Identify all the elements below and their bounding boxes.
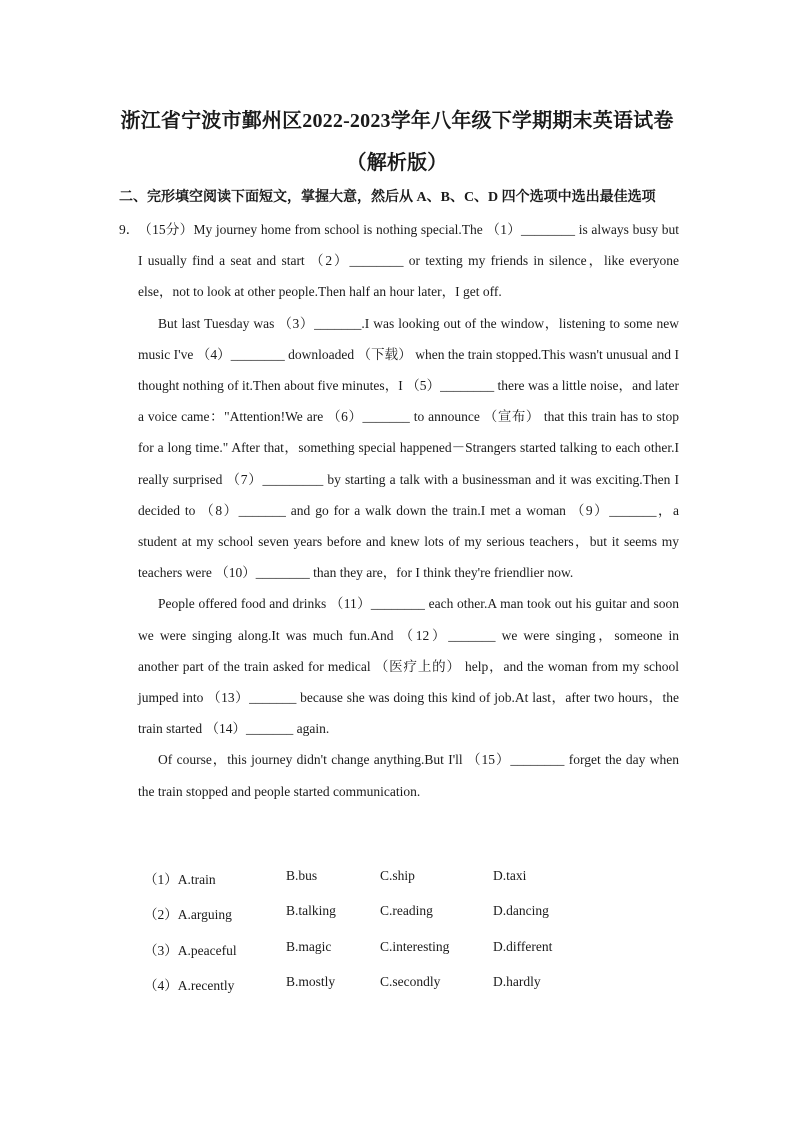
option-d: D.hardly (493, 973, 541, 989)
passage-paragraph-2: But last Tuesday was （3）_______.I was looking out of the window，listening to some new music I've （4）________ downloaded （下载） when the train stopped.This wasn't unusual and I thought nothing of it.Then about five minutes，I （5）________ there was a little noise，and later a voice came："Attention!We are （6）_______ to announce （宣布） that this train has to stop for a long time." After that，something special happened－Strangers started talking to each other.I really surprised （7）_________ by starting a talk with a businessman and it was exciting.Then I decided to （8）_______ and go for a walk down the train.I met a woman （9）_______，a student at my school seven years before and knew lots of my serious teachers，but it seems my teachers were （10）________ than they are，for I think they're friendlier now. (138, 315, 679, 581)
document-subtitle: （解析版） (346, 152, 448, 174)
answer-options (144, 868, 644, 1009)
option-row-2 (144, 903, 644, 938)
option-a: （2）A.arguing (144, 907, 232, 923)
section-heading: 二、完形填空阅读下面短文，掌握大意，然后从 A、B、C、D 四个选项中选出最佳选项 (119, 190, 656, 205)
option-c: C.ship (380, 868, 415, 883)
option-c: C.interesting (380, 938, 450, 954)
option-a: （1）A.train (144, 872, 216, 887)
option-row-3 (144, 939, 644, 974)
option-b: B.bus (286, 868, 318, 883)
option-b: B.talking (286, 903, 336, 919)
passage-paragraph-3: People offered food and drinks （11）________ each other.A man took out his guitar and soon we were singing along.It was much fun.And （12）_______ we were singing，someone in another part of the train asked for medical （医疗上的） help，and the woman from my school jumped into （13）_______ because she was doing this kind of job.At last，after two hours，the train started （14）_______ again. (138, 596, 679, 737)
option-d: D.taxi (493, 868, 527, 883)
paragraph-text: （15分）My journey home from school is nothing special.The （1）________ is always busy but I usually find a seat and start （2）________ or texting my friends in silence，like everyone else，not to look at other people.Then half an hour later，I get off. (138, 222, 679, 300)
document-title: 浙江省宁波市鄞州区2022-2023学年八年级下学期期末英语试卷 (120, 110, 674, 132)
passage-paragraph-4: Of course，this journey didn't change anything.But I'll （15）________ forget the day when the train stopped and people started communication. (138, 752, 679, 799)
passage-paragraph-1 (119, 214, 679, 308)
option-a: （3）A.peaceful (144, 942, 237, 958)
option-c: C.reading (380, 903, 433, 919)
cloze-passage (119, 214, 679, 807)
option-a: （4）A.recently (144, 977, 235, 993)
option-d: D.dancing (493, 903, 549, 919)
question-number: 9． (119, 222, 140, 237)
option-b: B.magic (286, 938, 332, 954)
option-c: C.secondly (380, 973, 441, 989)
option-d: D.different (493, 938, 553, 954)
option-b: B.mostly (286, 973, 336, 989)
option-row-1 (144, 868, 644, 903)
option-row-4 (144, 974, 644, 1009)
